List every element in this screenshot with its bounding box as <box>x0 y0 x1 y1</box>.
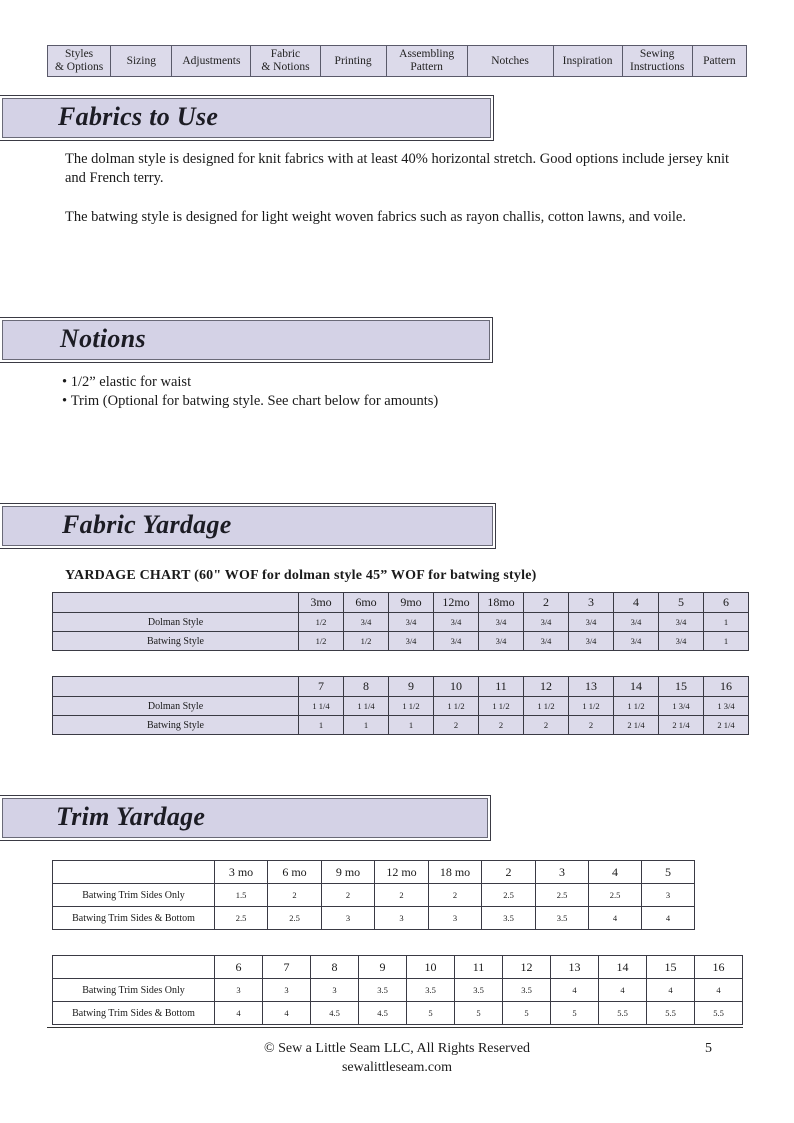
table-cell: 3.5 <box>482 907 536 930</box>
table-header-row <box>53 677 749 697</box>
table-cell: 3/4 <box>479 632 524 651</box>
row-label: Batwing Trim Sides & Bottom <box>53 1002 215 1025</box>
table-cell: 2 1/4 <box>704 716 749 735</box>
table-cell: 5 <box>407 1002 455 1025</box>
header-cell: 3mo <box>299 593 344 613</box>
table-cell: 1 <box>704 613 749 632</box>
table-cell: 2 <box>375 884 429 907</box>
nav-fabric-notions[interactable]: Fabric & Notions <box>251 46 320 76</box>
header-cell: 12mo <box>434 593 479 613</box>
table-cell: 2.5 <box>536 884 589 907</box>
row-label: Batwing Style <box>53 716 299 735</box>
header-cell: 11 <box>479 677 524 697</box>
page-number: 5 <box>705 1041 712 1056</box>
table-cell: 1 <box>299 716 344 735</box>
table-cell: 4.5 <box>359 1002 407 1025</box>
table-cell: 3.5 <box>455 979 503 1002</box>
header-cell: 12 <box>524 677 569 697</box>
trim-table-1 <box>52 860 695 930</box>
table-cell: 1 1/2 <box>389 697 434 716</box>
table-cell: 2.5 <box>268 907 322 930</box>
header-cell: 9 mo <box>322 861 375 884</box>
table-cell: 2 <box>429 884 482 907</box>
table-cell: 1 3/4 <box>659 697 704 716</box>
table-cell: 3/4 <box>389 632 434 651</box>
table-cell: 3/4 <box>569 632 614 651</box>
footer-copyright: © Sew a Little Seam LLC, All Rights Reserved <box>263 1041 531 1056</box>
table-header-row <box>53 861 695 884</box>
table-cell: 3/4 <box>614 613 659 632</box>
table-cell: 1 1/2 <box>614 697 659 716</box>
table-cell: 2 <box>434 716 479 735</box>
header-cell: 6 <box>215 956 263 979</box>
row-label: Dolman Style <box>53 697 299 716</box>
table-cell: 1 <box>389 716 434 735</box>
header-cell: 13 <box>569 677 614 697</box>
header-cell: 8 <box>344 677 389 697</box>
notions-item-elastic: • 1/2” elastic for waist <box>62 373 438 392</box>
table-cell: 3/4 <box>434 613 479 632</box>
header-cell: 8 <box>311 956 359 979</box>
table-cell: 1 1/2 <box>569 697 614 716</box>
table-cell: 3.5 <box>359 979 407 1002</box>
table-cell: 2 <box>268 884 322 907</box>
header-cell: 6 mo <box>268 861 322 884</box>
table-cell: 2 <box>479 716 524 735</box>
table-cell: 4 <box>589 907 642 930</box>
yardage-table-2 <box>52 676 749 735</box>
table-cell: 5 <box>551 1002 599 1025</box>
table-cell: 3/4 <box>659 613 704 632</box>
table-row <box>53 907 695 930</box>
table-cell: 3/4 <box>569 613 614 632</box>
table-cell: 4 <box>551 979 599 1002</box>
table-row <box>53 884 695 907</box>
table-cell: 3.5 <box>407 979 455 1002</box>
table-cell: 4 <box>599 979 647 1002</box>
table-cell: 3 <box>215 979 263 1002</box>
header-cell: 10 <box>407 956 455 979</box>
header-cell: 14 <box>614 677 659 697</box>
table-cell: 4 <box>642 907 695 930</box>
fabrics-title: Fabrics to Use <box>58 102 219 131</box>
table-cell: 1 3/4 <box>704 697 749 716</box>
table-cell: 3/4 <box>659 632 704 651</box>
row-label: Dolman Style <box>53 613 299 632</box>
notions-item-trim: • Trim (Optional for batwing style. See chart below for amounts) <box>62 392 438 411</box>
table-cell: 2 <box>524 716 569 735</box>
table-cell: 5.5 <box>647 1002 695 1025</box>
fabrics-section-header <box>0 95 494 141</box>
nav-sizing[interactable]: Sizing <box>111 46 172 76</box>
table-cell: 2 1/4 <box>614 716 659 735</box>
trim-table-2 <box>52 955 743 1025</box>
header-cell: 4 <box>589 861 642 884</box>
table-cell: 1 <box>704 632 749 651</box>
table-cell: 4 <box>695 979 743 1002</box>
header-cell <box>53 677 299 697</box>
table-row <box>53 716 749 735</box>
header-cell <box>53 861 215 884</box>
table-cell: 2.5 <box>482 884 536 907</box>
row-label: Batwing Trim Sides & Bottom <box>53 907 215 930</box>
table-row <box>53 613 749 632</box>
table-cell: 2.5 <box>215 907 268 930</box>
header-cell: 3 <box>536 861 589 884</box>
header-cell: 2 <box>482 861 536 884</box>
footer-divider <box>47 1027 743 1028</box>
header-cell: 14 <box>599 956 647 979</box>
table-row <box>53 632 749 651</box>
header-cell: 16 <box>695 956 743 979</box>
table-cell: 1/2 <box>344 632 389 651</box>
table-cell: 3/4 <box>344 613 389 632</box>
header-cell: 6 <box>704 593 749 613</box>
header-cell: 9mo <box>389 593 434 613</box>
header-cell: 15 <box>647 956 695 979</box>
header-cell: 7 <box>299 677 344 697</box>
trim-section-header <box>0 795 491 841</box>
fabrics-paragraph-batwing: The batwing style is designed for light weight woven fabrics such as rayon challis, cotton lawns, and voile. <box>65 209 686 225</box>
header-cell: 5 <box>642 861 695 884</box>
table-cell: 3/4 <box>389 613 434 632</box>
table-row <box>53 697 749 716</box>
nav-sewing-instructions[interactable]: Sewing Instructions <box>623 46 693 76</box>
header-cell: 18mo <box>479 593 524 613</box>
table-cell: 4 <box>215 1002 263 1025</box>
header-cell: 3 <box>569 593 614 613</box>
table-cell: 3/4 <box>524 632 569 651</box>
header-cell: 10 <box>434 677 479 697</box>
yardage-table-1 <box>52 592 749 651</box>
row-label: Batwing Style <box>53 632 299 651</box>
nav-printing[interactable]: Printing <box>321 46 387 76</box>
table-cell: 3 <box>375 907 429 930</box>
table-cell: 3/4 <box>614 632 659 651</box>
header-cell: 2 <box>524 593 569 613</box>
fabrics-paragraph-dolman: The dolman style is designed for knit fabrics with at least 40% horizontal stretch. Good options include jersey knit and French terry. <box>65 151 730 186</box>
table-cell: 4 <box>647 979 695 1002</box>
table-cell: 3.5 <box>503 979 551 1002</box>
table-cell: 2 <box>322 884 375 907</box>
table-cell: 3 <box>311 979 359 1002</box>
table-cell: 2 <box>569 716 614 735</box>
header-cell: 5 <box>659 593 704 613</box>
table-cell: 5.5 <box>599 1002 647 1025</box>
table-cell: 2 1/4 <box>659 716 704 735</box>
header-cell: 9 <box>389 677 434 697</box>
table-cell: 1.5 <box>215 884 268 907</box>
notions-list <box>62 373 438 411</box>
nav-styles-options[interactable]: Styles & Options <box>48 46 111 76</box>
table-cell: 2.5 <box>589 884 642 907</box>
yardage-chart-title: YARDAGE CHART (60" WOF for dolman style 45” WOF for batwing style) <box>65 568 537 583</box>
table-cell: 5 <box>455 1002 503 1025</box>
header-cell: 4 <box>614 593 659 613</box>
table-cell: 3/4 <box>434 632 479 651</box>
table-cell: 3 <box>642 884 695 907</box>
nav-assembling-pattern[interactable]: Assembling Pattern <box>387 46 468 76</box>
header-cell: 12 mo <box>375 861 429 884</box>
table-cell: 1 <box>344 716 389 735</box>
table-cell: 5 <box>503 1002 551 1025</box>
table-header-row <box>53 593 749 613</box>
row-label: Batwing Trim Sides Only <box>53 979 215 1002</box>
yardage-title: Fabric Yardage <box>62 510 232 539</box>
header-cell: 16 <box>704 677 749 697</box>
table-cell: 1/2 <box>299 632 344 651</box>
nav-adjustments[interactable]: Adjustments <box>172 46 251 76</box>
table-cell: 3 <box>429 907 482 930</box>
nav-inspiration[interactable]: Inspiration <box>554 46 623 76</box>
table-cell: 4.5 <box>311 1002 359 1025</box>
header-cell <box>53 593 299 613</box>
table-header-row <box>53 956 743 979</box>
top-nav <box>47 45 747 77</box>
table-cell: 5.5 <box>695 1002 743 1025</box>
table-cell: 1 1/2 <box>434 697 479 716</box>
notions-title: Notions <box>60 324 146 353</box>
header-cell: 7 <box>263 956 311 979</box>
header-cell: 11 <box>455 956 503 979</box>
footer-website: sewalittleseam.com <box>341 1060 453 1075</box>
header-cell: 15 <box>659 677 704 697</box>
yardage-section-header <box>0 503 496 549</box>
table-cell: 1 1/4 <box>344 697 389 716</box>
nav-pattern[interactable]: Pattern <box>693 46 746 76</box>
header-cell: 18 mo <box>429 861 482 884</box>
notions-section-header <box>0 317 493 363</box>
header-cell: 12 <box>503 956 551 979</box>
table-cell: 3 <box>322 907 375 930</box>
table-cell: 1/2 <box>299 613 344 632</box>
table-cell: 1 1/4 <box>299 697 344 716</box>
header-cell <box>53 956 215 979</box>
nav-notches[interactable]: Notches <box>468 46 554 76</box>
header-cell: 3 mo <box>215 861 268 884</box>
trim-title: Trim Yardage <box>56 802 206 831</box>
table-cell: 1 1/2 <box>524 697 569 716</box>
header-cell: 9 <box>359 956 407 979</box>
table-cell: 3 <box>263 979 311 1002</box>
table-cell: 3.5 <box>536 907 589 930</box>
table-cell: 3/4 <box>524 613 569 632</box>
header-cell: 6mo <box>344 593 389 613</box>
table-row <box>53 979 743 1002</box>
table-cell: 4 <box>263 1002 311 1025</box>
header-cell: 13 <box>551 956 599 979</box>
table-cell: 1 1/2 <box>479 697 524 716</box>
table-row <box>53 1002 743 1025</box>
row-label: Batwing Trim Sides Only <box>53 884 215 907</box>
table-cell: 3/4 <box>479 613 524 632</box>
